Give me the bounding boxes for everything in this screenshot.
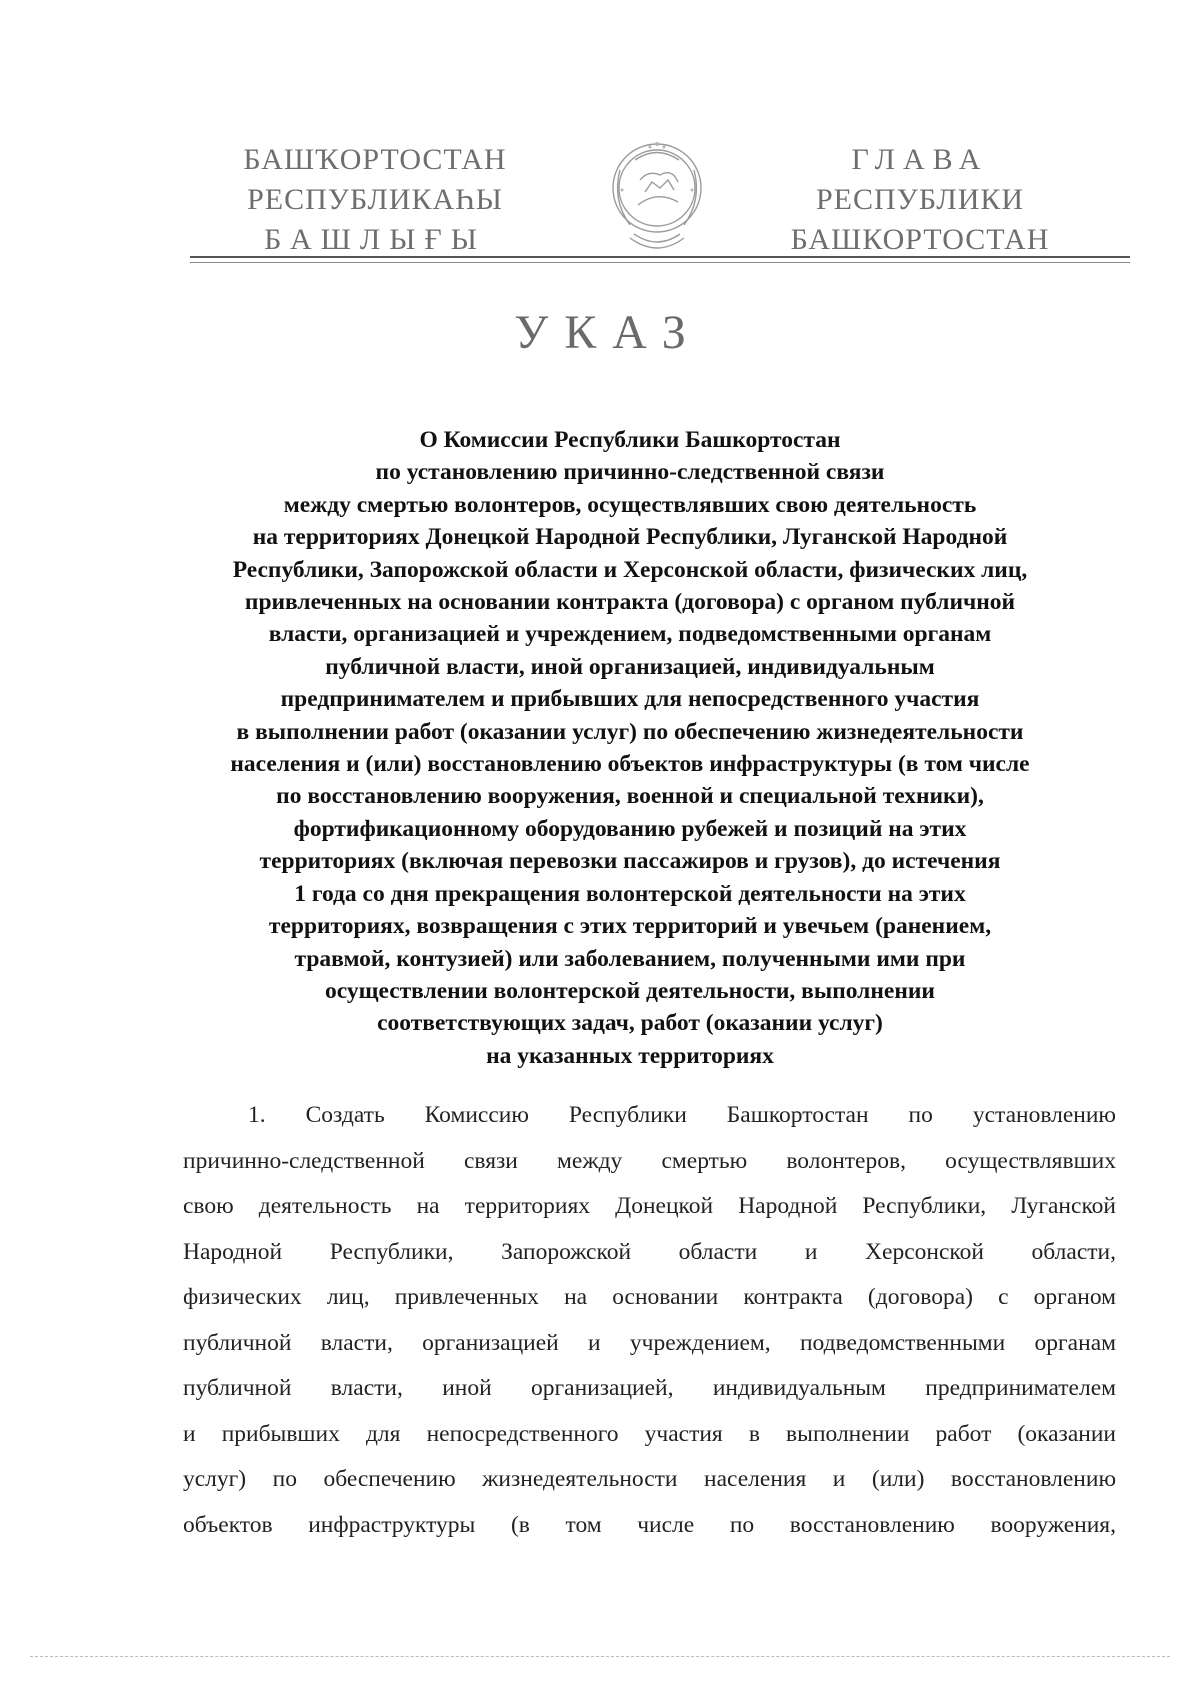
header-russian-heading [770, 140, 1070, 260]
body-line: свою деятельность на территориях Донецкой Народной Республики, Луганской [183, 1193, 1116, 1219]
decree-body-paragraph [183, 1093, 1116, 1548]
body-line: объектов инфраструктуры (в том числе по восстановлению вооружения, [183, 1511, 1116, 1538]
body-line: 1. Создать Комиссию Республики Башкортостан по установлению [248, 1102, 1116, 1128]
decree-title [150, 424, 1110, 1072]
header-right-line: РЕСПУБЛИКИ [815, 183, 1025, 216]
header-divider [190, 256, 1130, 263]
header-right-line: ГЛАВА [851, 143, 989, 176]
title-line: власти, организацией и учреждением, подведомственными органам [268, 621, 992, 648]
title-line: на территориях Донецкой Народной Республики, Луганской Народной [252, 524, 1008, 551]
title-line: по восстановлению вооружения, военной и специальной техники), [276, 783, 984, 810]
header-left-line: БАШҠОРТОСТАН [243, 143, 507, 176]
body-line: физических лиц, привлеченных на основании контракта (договора) с органом [183, 1284, 1116, 1310]
header-left-line: БАШЛЫҒЫ [264, 223, 486, 256]
title-line: 1 года со дня прекращения волонтерской деятельности на этих [294, 880, 966, 907]
title-line: предпринимателем и прибывших для непосредственного участия [280, 686, 980, 713]
document-header [190, 130, 1130, 260]
header-left-line: РЕСПУБЛИКАҺЫ [247, 183, 503, 216]
header-bashkir-heading [225, 140, 525, 260]
title-line: в выполнении работ (оказании услуг) по обеспечению жизнедеятельности [236, 718, 1024, 745]
bashkortostan-coat-of-arms-icon [600, 130, 715, 260]
title-line: О Комиссии Республики Башкортостан [419, 427, 841, 453]
title-line: населения и (или) восстановлению объектов инфраструктуры (в том числе [230, 751, 1030, 778]
title-line: на указанных территориях [486, 1042, 774, 1069]
title-line: травмой, контузией) или заболеванием, полученными ими при [294, 945, 966, 972]
body-line: публичной власти, иной организацией, индивидуальным предпринимателем [183, 1375, 1116, 1401]
title-line: по установлению причинно-следственной связи [375, 459, 885, 486]
title-line: между смертью волонтеров, осуществлявших свою деятельность [283, 491, 977, 518]
body-line: публичной власти, организацией и учреждением, подведомственными органам [183, 1329, 1116, 1356]
header-right-line: БАШКОРТОСТАН [790, 223, 1050, 256]
body-line: причинно-следственной связи между смертью волонтеров, осуществлявших [183, 1147, 1116, 1174]
title-line: Республики, Запорожской области и Херсонской области, физических лиц, [232, 556, 1028, 583]
body-line: Народной Республики, Запорожской области и Херсонской области, [183, 1238, 1116, 1265]
title-line: фортификационному оборудованию рубежей и позиций на этих [293, 815, 967, 842]
scan-bottom-edge [30, 1656, 1170, 1657]
document-type-heading: УКАЗ [514, 306, 702, 359]
title-line: соответствующих задач, работ (оказании услуг) [377, 1010, 883, 1037]
body-line: услуг) по обеспечению жизнедеятельности населения и (или) восстановлению [183, 1466, 1116, 1492]
body-line: и прибывших для непосредственного участия в выполнении работ (оказании [183, 1420, 1116, 1447]
title-line: территориях, возвращения с этих территорий и увечьем (ранением, [268, 913, 992, 940]
title-line: публичной власти, иной организацией, индивидуальным [325, 653, 935, 680]
title-line: привлеченных на основании контракта (договора) с органом публичной [244, 589, 1016, 616]
title-line: территориях (включая перевозки пассажиров и грузов), до истечения [259, 848, 1001, 875]
title-line: осуществлении волонтерской деятельности, выполнении [325, 977, 935, 1004]
